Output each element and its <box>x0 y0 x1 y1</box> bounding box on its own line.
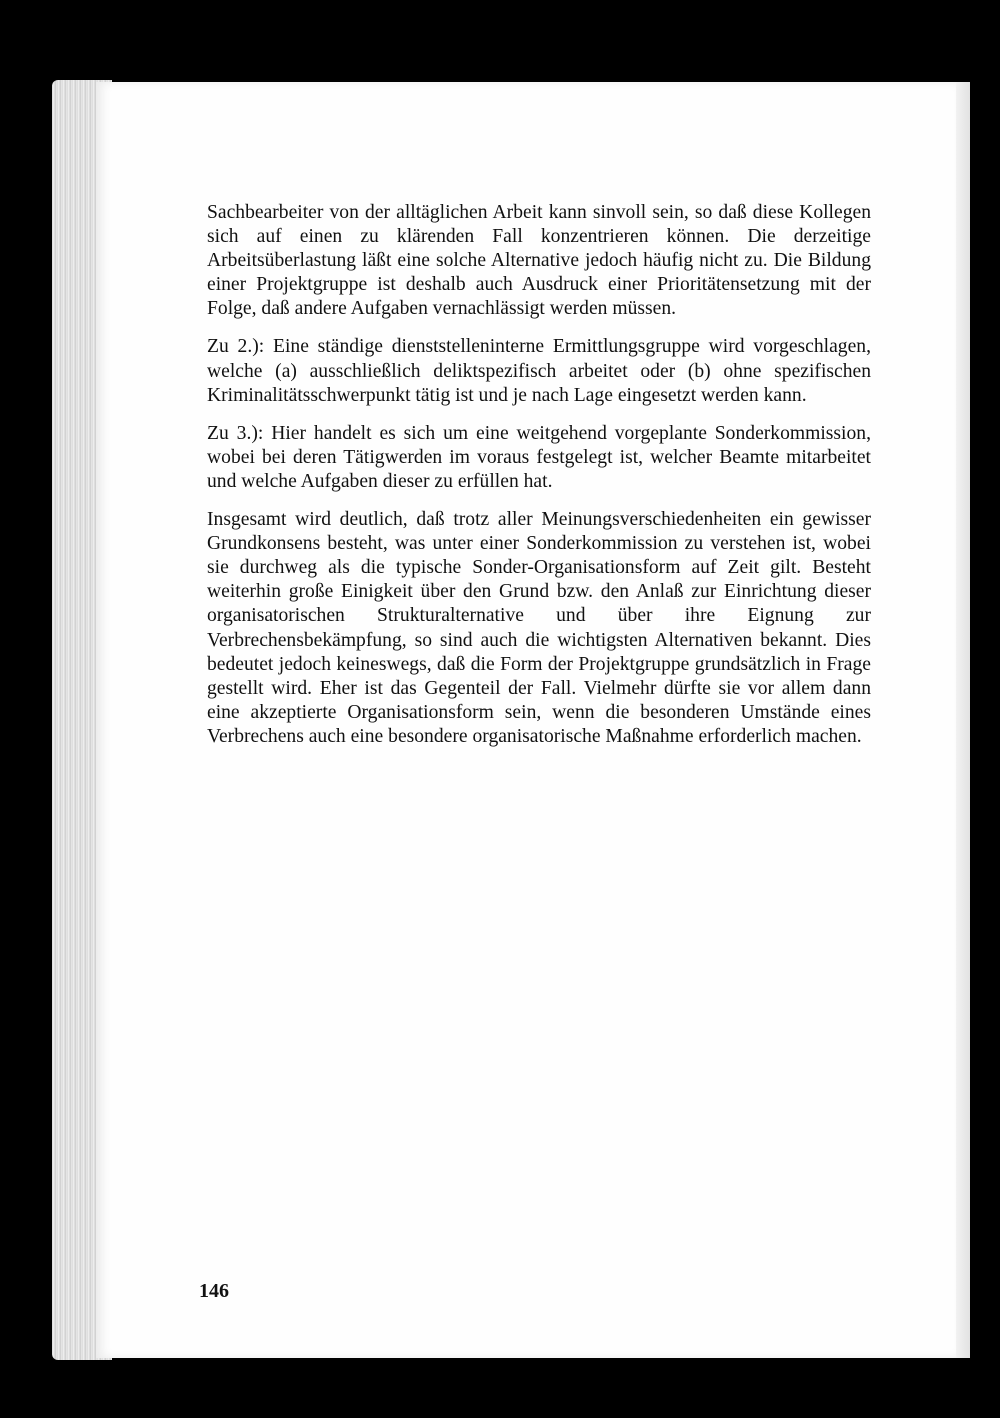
paragraph-4: Insgesamt wird deutlich, daß trotz aller Meinungsverschiedenheiten ein gewisser Grundkonsens besteht, was unter einer Sonderkommission zu verstehen ist, wobei sie durchweg als die typische Sonder-Organisationsform auf Zeit gilt. Besteht weiterhin große Einigkeit über den Grund bzw. den Anlaß zur Einrichtung dieser organisatorischen Strukturalternative und über ihre Eignung zur Verbrechensbekämpfung, so sind auch die wichtigsten Alternativen bekannt. Dies bedeutet jedoch keineswegs, daß die Form der Projektgruppe grundsätzlich in Frage gestellt wird. Eher ist das Gegenteil der Fall. Vielmehr dürfte sie vor allem dann eine akzeptierte Organisationsform sein, wenn die besonderen Umstände eines Verbrechens auch eine besondere organisatorische Maßnahme erforderlich machen. <box>207 509 871 747</box>
page-gutter-edge <box>956 82 970 1358</box>
paragraph-2: Zu 2.): Eine ständige dienststelleninterne Ermittlungsgruppe wird vorgeschlagen, welche (a) ausschließlich deliktspezifisch arbeitet oder (b) ohne spezifischen Kriminalitätsschwerpunkt tätig ist und je nach Lage eingesetzt werden kann. <box>207 336 871 406</box>
page-number: 146 <box>199 1280 229 1302</box>
paragraph-1: Sachbearbeiter von der alltäglichen Arbeit kann sinvoll sein, so daß diese Kollegen sich auf einen zu klärenden Fall konzentrieren können. Die derzeitige Arbeitsüberlastung läßt eine solche Alternative jedoch häufig nicht zu. Die Bildung einer Projektgruppe ist deshalb auch Ausdruck einer Prioritätensetzung mit der Folge, daß andere Aufgaben vernachlässigt werden müssen. <box>207 202 871 320</box>
paragraph-3: Zu 3.): Hier handelt es sich um eine weitgehend vorgeplante Sonderkommission, wobei bei deren Tätigwerden im voraus festgelegt ist, welcher Beamte mitarbeitet und welche Aufgaben dieser zu erfüllen hat. <box>207 422 871 492</box>
body-text <box>207 201 871 763</box>
